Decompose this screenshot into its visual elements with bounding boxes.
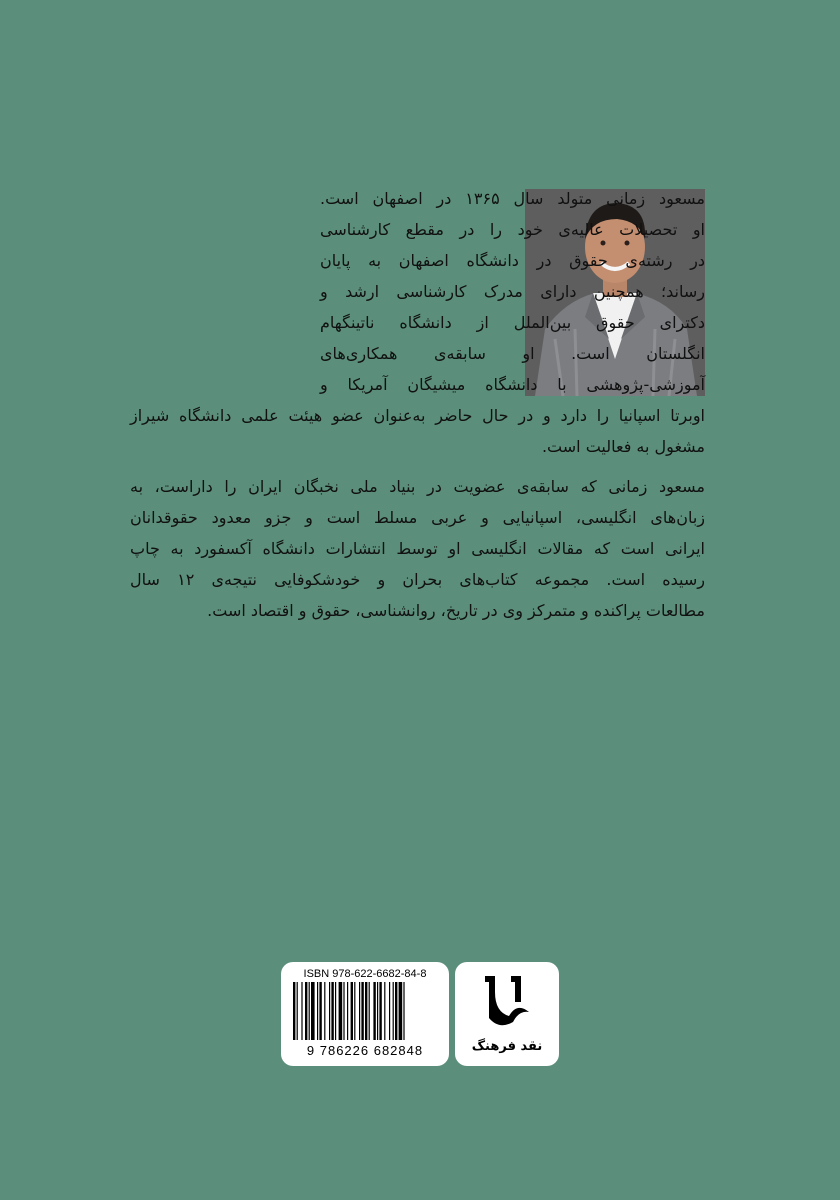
barcode-bar [347,982,348,1040]
isbn-barcode [281,962,449,1066]
author-bio [130,183,705,626]
barcode-bar [311,982,315,1040]
bio-line: مشغول به فعالیت است. [541,437,705,456]
bio-line: رسیده است. مجموعه کتاب‌های بحران و خودشکوفایی نتیجه‌ی ۱۲ سال [130,570,705,589]
barcode-bar [293,982,295,1040]
bio-line: انگلستان است. او سابقه‌ی همکاری‌های [320,344,705,363]
barcode-bar [377,982,378,1040]
barcode-bar [339,982,343,1040]
bio-paragraph-2 [130,471,705,626]
barcode-bar [393,982,394,1040]
publisher-logo-badge [455,962,559,1066]
bio-line: آموزشی-پژوهشی با دانشگاه میشیگان آمریکا و [320,375,705,394]
barcode-bar [317,982,318,1040]
barcode-bar [361,982,363,1040]
barcode-bar [399,982,403,1040]
bio-line: اوبرتا اسپانیا را دارد و در حال حاضر به‌عنوان عضو هیئت علمی دانشگاه شیراز [130,406,705,425]
barcode-bar [365,982,367,1040]
barcode-bars [293,982,437,1040]
bio-line: مطالعات پراکنده و متمرکز وی در تاریخ، روانشناسی، حقوق و اقتصاد است. [207,601,705,620]
barcode-bar [384,982,385,1040]
bio-line: در رشته‌ی حقوق در دانشگاه اصفهان به پایان [320,251,705,270]
barcode-bar [354,982,355,1040]
bio-line: رساند؛ همچنین دارای مدرک کارشناسی ارشد و [320,282,705,301]
barcode-bar [331,982,333,1040]
bio-line: زبان‌های انگلیسی، اسپانیایی و عربی مسلط است و جزو معدود حقوقدانان [130,508,705,527]
barcode-bar [343,982,344,1040]
barcode-bar [403,982,404,1040]
barcode-bar [297,982,298,1040]
barcode-bar [329,982,330,1040]
barcode-bar [395,982,397,1040]
barcode-bar [373,982,375,1040]
bio-line: او تحصیلات عالیه‌ی خود را در مقطع کارشناسی [320,220,705,239]
publisher-name: نقد فرهنگ [471,1039,543,1054]
barcode-bar [359,982,360,1040]
barcode-bar [351,982,353,1040]
bio-line: مسعود زمانی متولد سال ۱۳۶۵ در اصفهان است. [320,189,705,208]
barcode-bar [369,982,370,1040]
barcode-bar [309,982,310,1040]
bio-line: مسعود زمانی که سابقه‌ی عضویت در بنیاد ملی نخبگان ایران را داراست، به [130,477,705,496]
barcode-bar [305,982,307,1040]
barcode-bar [324,982,325,1040]
publisher-logo-icon [481,972,533,1032]
barcode-bar [389,982,390,1040]
barcode-bar [319,982,321,1040]
barcode-bar [301,982,302,1040]
bio-line: دکترای حقوق بین‌الملل از دانشگاه ناتینگهام [320,313,705,332]
barcode-digits: 9 786226 682848 [306,1043,424,1058]
isbn-label: ISBN 978-622-6682-84-8 [303,968,427,980]
bio-line: ایرانی است که مقالات انگلیسی او توسط انتشارات دانشگاه آکسفورد به چاپ [130,539,705,558]
barcode-bar [379,982,381,1040]
barcode-bar [335,982,336,1040]
